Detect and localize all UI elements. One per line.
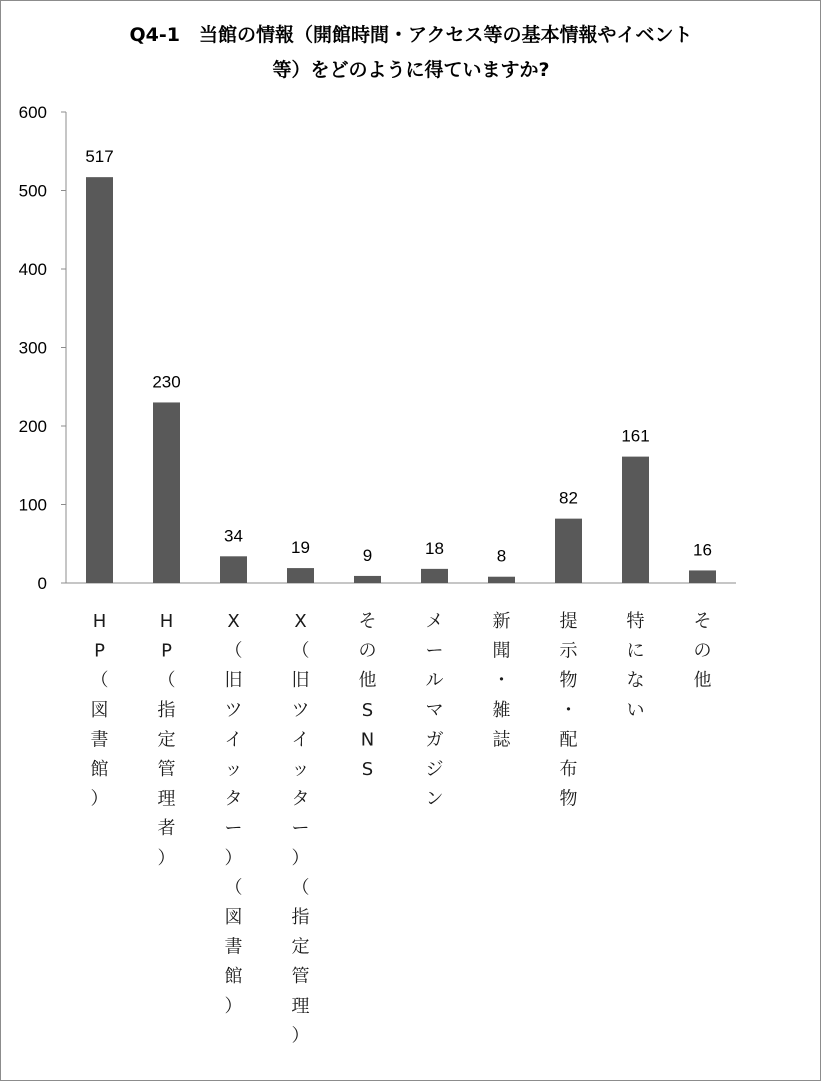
data-label: 9 xyxy=(362,545,373,565)
y-tick-label: 300 xyxy=(18,338,47,358)
category-label: 提示物・配布物 xyxy=(559,611,578,810)
y-tick-label: 100 xyxy=(18,495,47,515)
category-label: その他 xyxy=(693,611,712,692)
bar xyxy=(622,457,649,583)
data-label: 517 xyxy=(85,147,114,167)
category-label: X （旧ツイッター）（指定管理） xyxy=(291,611,310,1047)
bar xyxy=(488,577,515,583)
data-label: 34 xyxy=(224,526,243,546)
bar xyxy=(153,402,180,583)
category-label: 新聞・雑誌 xyxy=(492,611,511,751)
bar xyxy=(555,519,582,583)
bar xyxy=(689,570,716,583)
bar xyxy=(86,177,113,583)
data-label: 161 xyxy=(621,426,650,446)
bar-chart xyxy=(1,1,820,1080)
category-label: メールマガジン xyxy=(425,611,444,810)
data-label: 19 xyxy=(291,538,310,558)
bar xyxy=(220,556,247,583)
chart-title-line-2: 等）をどのように得ていますか? xyxy=(272,59,550,81)
category-labels xyxy=(91,611,712,1046)
y-tick-label: 500 xyxy=(18,181,47,201)
data-label: 8 xyxy=(496,546,507,566)
category-label: H P （図書館） xyxy=(90,611,109,810)
chart-title xyxy=(130,23,693,81)
bar xyxy=(354,576,381,583)
y-tick-label: 200 xyxy=(18,417,47,436)
category-label: その他 S N S xyxy=(358,611,377,780)
y-axis-ticks xyxy=(19,103,66,593)
category-label: X （旧ツイッター）（図書館） xyxy=(224,611,243,1017)
category-label: H P （指定管理者） xyxy=(157,611,176,869)
data-label: 230 xyxy=(152,372,181,392)
data-label: 82 xyxy=(559,488,578,508)
category-label: 特にない xyxy=(626,611,645,721)
y-tick-label: 400 xyxy=(18,260,47,279)
bar xyxy=(287,568,314,583)
data-label: 18 xyxy=(425,538,444,558)
bar xyxy=(421,569,448,583)
y-tick-label: 0 xyxy=(37,574,47,593)
data-label: 16 xyxy=(693,540,712,560)
y-tick-label: 600 xyxy=(18,103,47,122)
chart-title-line-1: Q4-1 当館の情報（開館時間・アクセス等の基本情報やイベント xyxy=(129,24,693,46)
